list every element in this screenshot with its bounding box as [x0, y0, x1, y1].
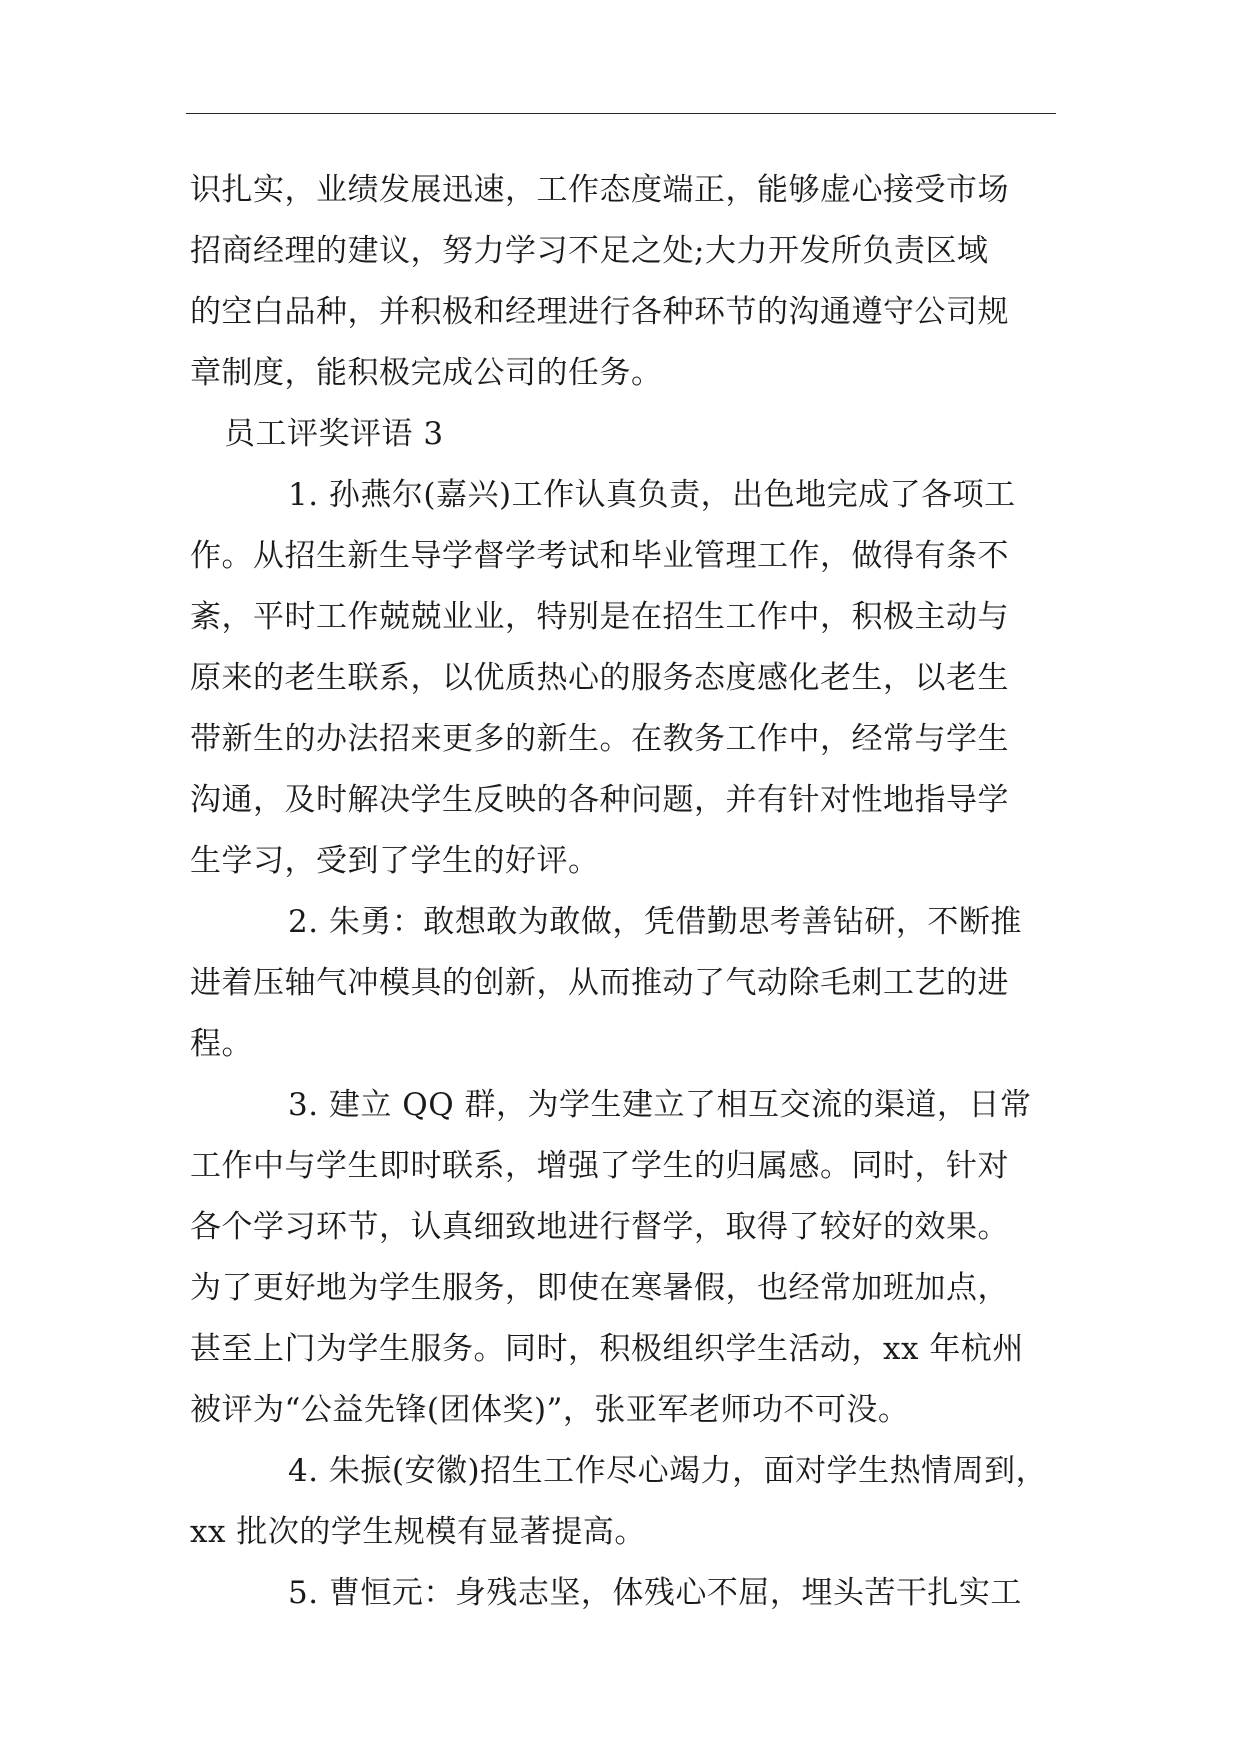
header-rule [186, 113, 1056, 114]
paragraph-line: 原来的老生联系，以优质热心的服务态度感化老生，以老生 [190, 660, 1009, 696]
paragraph-line: 章制度，能积极完成公司的任务。 [190, 355, 663, 391]
document-body [190, 160, 1052, 1624]
paragraph-line: 各个学习环节，认真细致地进行督学，取得了较好的效果。 [190, 1209, 1009, 1245]
paragraph-line: 招商经理的建议，努力学习不足之处;大力开发所负责区域 [190, 233, 989, 269]
list-item [190, 1563, 1052, 1624]
paragraph-line: 程。 [190, 1026, 253, 1062]
paragraph-line: 紊，平时工作兢兢业业，特别是在招生工作中，积极主动与 [190, 599, 1009, 635]
paragraph-line: xx 批次的学生规模有显著提高。 [190, 1514, 646, 1550]
paragraph-line: 的空白品种，并积极和经理进行各种环节的沟通遵守公司规 [190, 294, 1009, 330]
list-item [190, 465, 1052, 892]
list-item [190, 1075, 1052, 1441]
paragraph-line: 1. 孙燕尔(嘉兴)工作认真负责，出色地完成了各项工 [288, 477, 1016, 513]
paragraph-line: 被评为“公益先锋(团体奖)”，张亚军老师功不可没。 [190, 1392, 910, 1428]
paragraph-line: 带新生的办法招来更多的新生。在教务工作中，经常与学生 [190, 721, 1009, 757]
paragraph-line: 为了更好地为学生服务，即使在寒暑假，也经常加班加点， [190, 1270, 1009, 1306]
paragraph-line: 进着压轴气冲模具的创新，从而推动了气动除毛刺工艺的进 [190, 965, 1009, 1001]
continuation-paragraph [190, 160, 1052, 404]
paragraph-line: 工作中与学生即时联系，增强了学生的归属感。同时，针对 [190, 1148, 1009, 1184]
paragraph-line: 生学习，受到了学生的好评。 [190, 843, 600, 879]
paragraph-line: 甚至上门为学生服务。同时，积极组织学生活动，xx 年杭州 [190, 1331, 1024, 1367]
list-item [190, 892, 1052, 1075]
paragraph-line: 2. 朱勇：敢想敢为敢做，凭借勤思考善钻研，不断推 [288, 904, 1022, 940]
paragraph-line: 4. 朱振(安徽)招生工作尽心竭力，面对学生热情周到， [288, 1453, 1048, 1489]
list-item [190, 1441, 1052, 1563]
paragraph-line: 沟通，及时解决学生反映的各种问题，并有针对性地指导学 [190, 782, 1009, 818]
paragraph-line: 5. 曹恒元：身残志坚，体残心不屈，埋头苦干扎实工 [288, 1575, 1022, 1611]
paragraph-line: 作。从招生新生导学督学考试和毕业管理工作，做得有条不 [190, 538, 1009, 574]
paragraph-line: 识扎实，业绩发展迅速，工作态度端正，能够虚心接受市场 [190, 172, 1009, 208]
section-title: 员工评奖评语 3 [224, 416, 444, 452]
paragraph-line: 3. 建立 QQ 群，为学生建立了相互交流的渠道，日常 [288, 1087, 1032, 1123]
